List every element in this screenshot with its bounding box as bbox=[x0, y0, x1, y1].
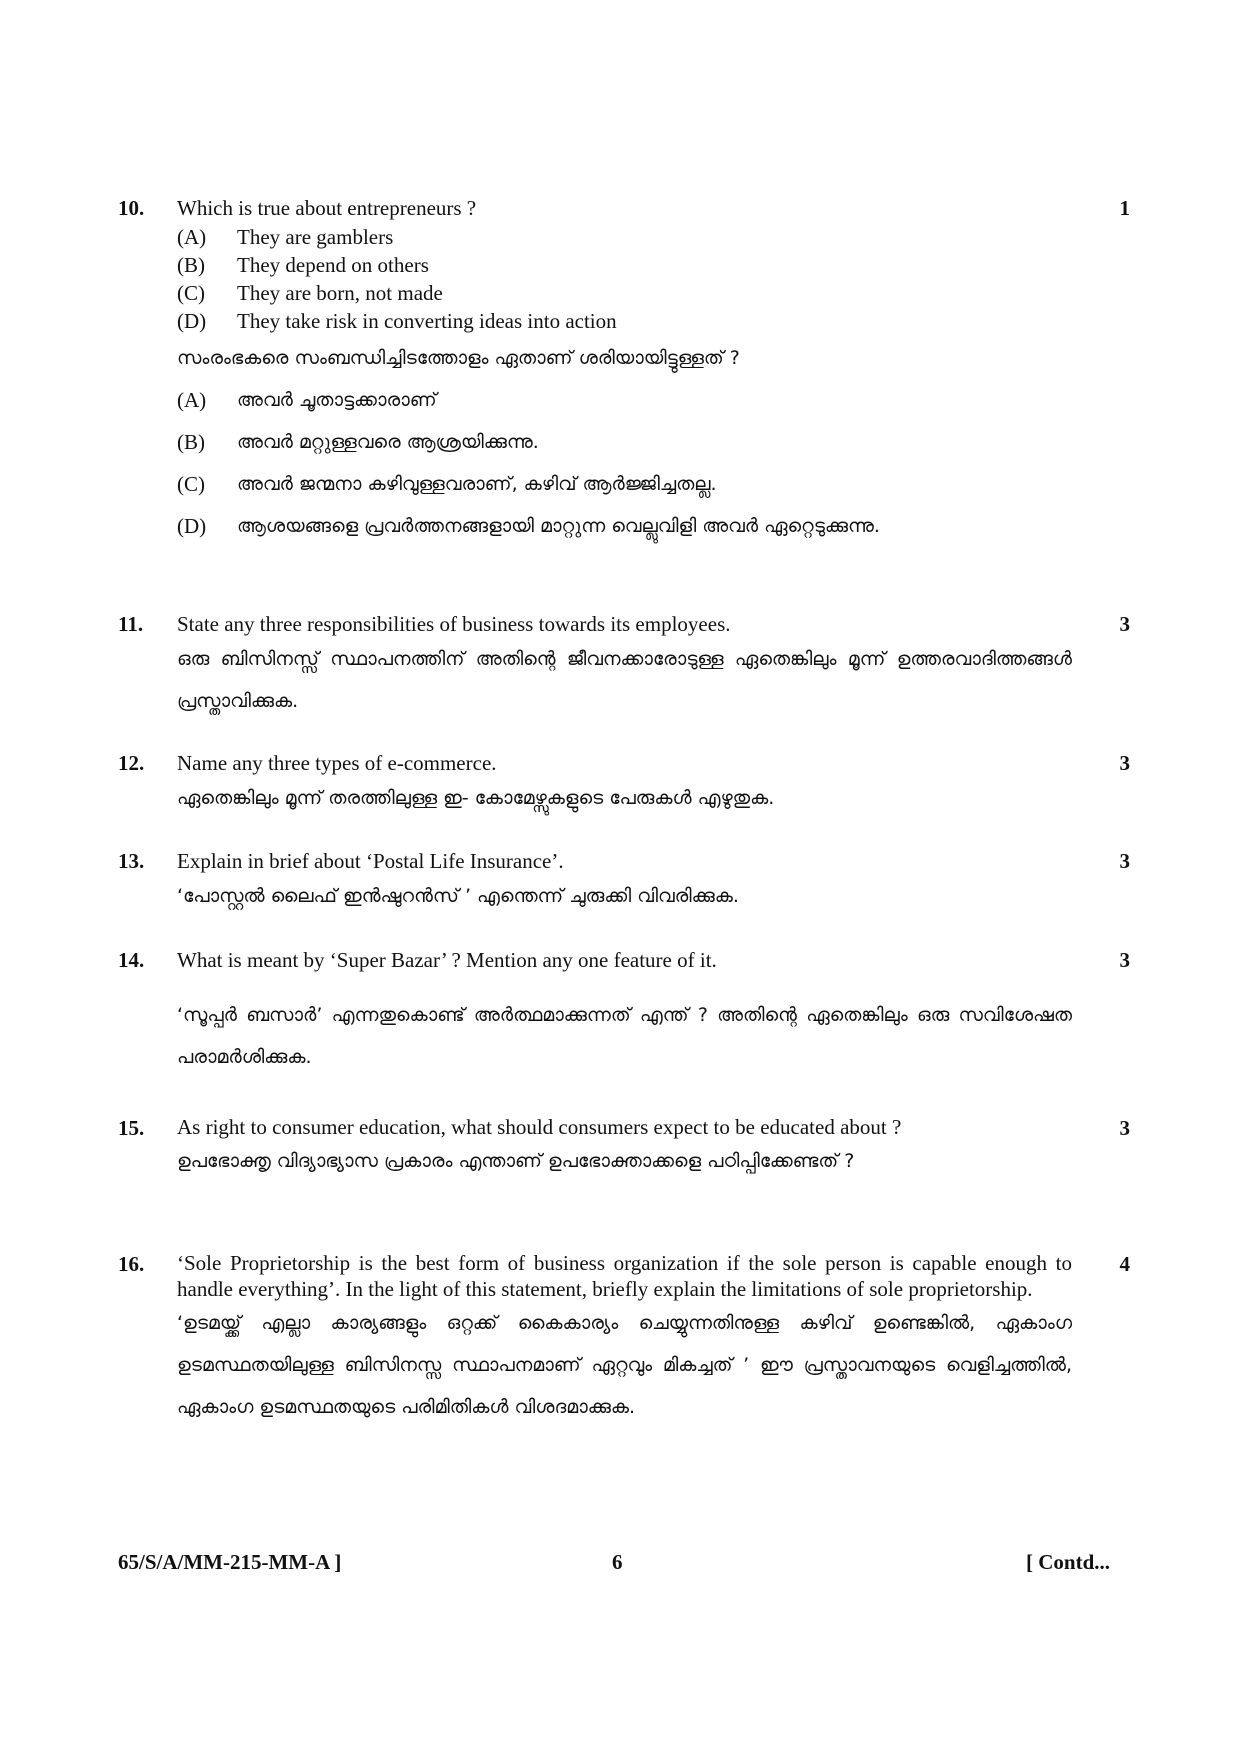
option-text: They depend on others bbox=[237, 253, 429, 277]
option-text: They are gamblers bbox=[237, 225, 394, 249]
question-number: 11. bbox=[118, 612, 144, 636]
question-number: 13. bbox=[118, 849, 145, 873]
option-c-en bbox=[177, 279, 1072, 307]
option-text: ആശയങ്ങളെ പ്രവർത്തനങ്ങളായി മാറ്റുന്ന വെല്ലുവിളി അവർ ഏറ്റെടുക്കുന്നു. bbox=[237, 515, 880, 537]
option-label: (D) bbox=[177, 309, 207, 333]
continued-label: [ Contd... bbox=[1026, 1550, 1111, 1574]
option-c-ml bbox=[177, 463, 1072, 505]
question-text-ml: ഉപഭോക്തൃ വിദ്യാഭ്യാസ പ്രകാരം എന്താണ് ഉപഭോക്താക്കളെ പഠിപ്പിക്കേണ്ടത് ? bbox=[177, 1150, 855, 1172]
option-b-ml bbox=[177, 421, 1072, 463]
option-d-en bbox=[177, 307, 1072, 335]
option-label: (D) bbox=[177, 514, 207, 538]
question-body bbox=[177, 749, 1072, 819]
option-b-en bbox=[177, 251, 1072, 279]
question-text-ml: ‘സൂപ്പർ ബസാർ’ എന്നതുകൊണ്ട് അർത്ഥമാക്കുന്നത് എന്ത് ? അതിന്റെ ഏതെങ്കിലും ഒരു സവിശേഷത പരാമർശിക്കുക. bbox=[177, 1004, 1072, 1068]
question-text-en: Name any three types of e-commerce. bbox=[177, 751, 497, 775]
page-number: 6 bbox=[612, 1550, 623, 1574]
option-a-ml bbox=[177, 379, 1072, 421]
question-number: 12. bbox=[118, 751, 145, 775]
question-marks: 3 bbox=[1119, 849, 1130, 873]
question-marks: 4 bbox=[1119, 1252, 1130, 1276]
question-body bbox=[177, 1114, 1072, 1182]
option-text: അവർ ചൂതാട്ടക്കാരാണ് bbox=[237, 389, 437, 411]
question-text-ml: ‘ഉടമയ്ക്ക് എല്ലാ കാര്യങ്ങളും ഒറ്റക്ക് കൈകാര്യം ചെയ്യുന്നതിനുള്ള കഴിവ് ഉണ്ടെങ്കിൽ, ഏകാംഗ ഉടമസ്ഥതയിലുള്ള ബിസിനസ്സ സ്ഥാപനമാണ് ഏറ്റവും മികച്ചത് ’ ഈ പ്രസ്താവനയുടെ വെളിച്ചത്തിൽ, ഏകാംഗ ഉടമസ്ഥതയുടെ പരിമിതികൾ വിശദമാക്കുക. bbox=[177, 1312, 1072, 1418]
question-text-en: State any three responsibilities of business towards its employees. bbox=[177, 612, 731, 636]
question-marks: 1 bbox=[1119, 196, 1130, 220]
option-label: (A) bbox=[177, 388, 207, 412]
question-body bbox=[177, 610, 1072, 722]
question-number: 10. bbox=[118, 196, 145, 220]
option-text: അവർ ജന്മനാ കഴിവുള്ളവരാണ്, കഴിവ് ആർജ്ജിച്ചതല്ല. bbox=[237, 473, 717, 495]
question-text-en: What is meant by ‘Super Bazar’ ? Mention any one feature of it. bbox=[177, 948, 717, 972]
question-text-en: Explain in brief about ‘Postal Life Insurance’. bbox=[177, 849, 564, 873]
question-marks: 3 bbox=[1119, 751, 1130, 775]
option-text: They are born, not made bbox=[237, 281, 443, 305]
question-number: 15. bbox=[118, 1116, 145, 1140]
paper-code: 65/S/A/MM-215-MM-A ] bbox=[118, 1550, 342, 1574]
question-body bbox=[177, 1250, 1072, 1428]
option-text: അവർ മറ്റുള്ളവരെ ആശ്രയിക്കുന്നു. bbox=[237, 431, 539, 453]
question-text-en: As right to consumer education, what should consumers expect to be educated about ? bbox=[177, 1115, 902, 1139]
option-label: (C) bbox=[177, 281, 205, 305]
question-text-ml: ഏതെങ്കിലും മൂന്ന് തരത്തിലുള്ള ഇ- കോമേഴ്സുകളുടെ പേരുകൾ എഴുതുക. bbox=[177, 787, 775, 809]
question-marks: 3 bbox=[1119, 948, 1130, 972]
question-text-en: ‘Sole Proprietorship is the best form of business organization if the sole person is capable enough to handle everything’. In the light of this statement, briefly explain the limitations of sole proprietorship. bbox=[177, 1251, 1072, 1301]
question-marks: 3 bbox=[1119, 612, 1130, 636]
question-body bbox=[177, 194, 1072, 547]
question-text-ml: സംരംഭകരെ സംബന്ധിച്ചിടത്തോളം ഏതാണ് ശരിയായിട്ടുള്ളത് ? bbox=[177, 347, 740, 369]
option-d-ml bbox=[177, 505, 1072, 547]
option-text: They take risk in converting ideas into action bbox=[237, 309, 617, 333]
option-label: (A) bbox=[177, 225, 207, 249]
option-label: (B) bbox=[177, 430, 205, 454]
question-text-ml: ‘പോസ്റ്റൽ ലൈഫ് ഇൻഷുറൻസ് ’ എന്തെന്ന് ചുരുക്കി വിവരിക്കുക. bbox=[177, 885, 739, 907]
question-marks: 3 bbox=[1119, 1116, 1130, 1140]
question-number: 14. bbox=[118, 948, 145, 972]
question-text-ml: ഒരു ബിസിനസ്സ് സ്ഥാപനത്തിന് അതിന്റെ ജീവനക്കാരോടുള്ള ഏതെങ്കിലും മൂന്ന് ഉത്തരവാദിത്തങ്ങൾ പ്രസ്താവിക്കുക. bbox=[177, 648, 1072, 712]
question-text-en: Which is true about entrepreneurs ? bbox=[177, 196, 477, 220]
option-label: (B) bbox=[177, 253, 205, 277]
option-a-en bbox=[177, 223, 1072, 251]
question-body bbox=[177, 946, 1072, 1078]
question-number: 16. bbox=[118, 1252, 145, 1276]
question-body bbox=[177, 847, 1072, 917]
option-label: (C) bbox=[177, 472, 205, 496]
